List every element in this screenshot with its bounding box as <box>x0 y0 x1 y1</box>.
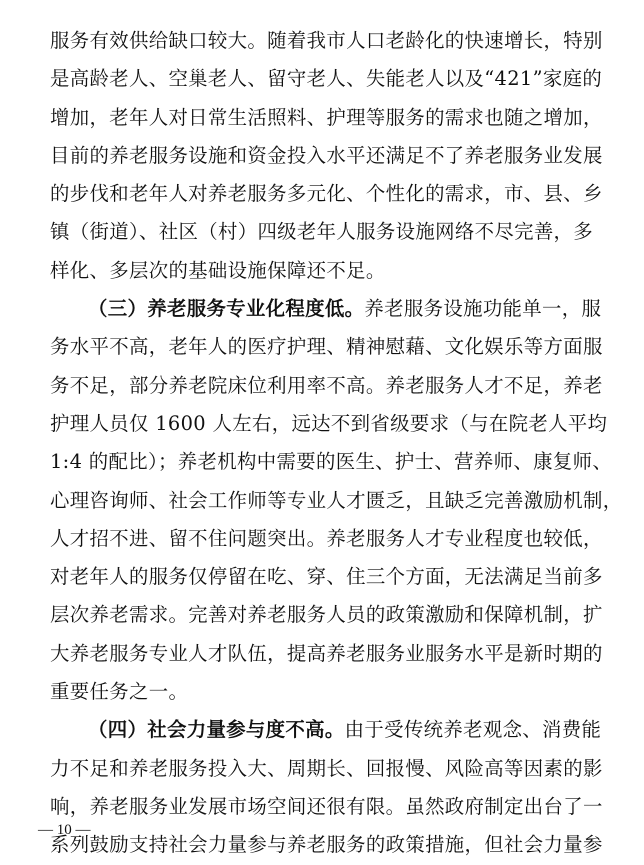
text-line <box>50 520 603 558</box>
text-line <box>50 175 603 213</box>
text-line <box>50 750 603 788</box>
line-text: 重要任务之一。 <box>50 680 189 704</box>
line-text: 是高龄老人、空巢老人、留守老人、失能老人以及“421”家庭的 <box>50 67 603 91</box>
text-line <box>50 252 590 290</box>
text-line <box>50 367 603 405</box>
line-text: 镇（街道）、社区（村）四级老年人服务设施网络不尽完善，多 <box>50 220 594 244</box>
section-3-line <box>50 290 602 328</box>
line-text: 心理咨询师、社会工作师等专业人才匮乏，且缺乏完善激励机制， <box>50 488 623 512</box>
line-text: 的步伐和老年人对养老服务多元化、个性化的需求，市、县、乡 <box>50 182 603 206</box>
text-line <box>50 99 603 137</box>
text-line <box>50 60 603 98</box>
text-line <box>50 482 623 520</box>
line-text: 力不足和养老服务投入大、周期长、回报慢、风险高等因素的影 <box>50 756 603 780</box>
section-3-heading: （三）养老服务专业化程度低。 <box>88 297 365 321</box>
line-text: 护理人员仅 1600 人左右，远达不到省级要求（与在院老人平均 <box>50 411 608 435</box>
line-text: 务水平不高，老年人的医疗护理、精神慰藉、文化娱乐等方面服 <box>50 335 603 359</box>
line-text: 响，养老服务业发展市场空间还很有限。虽然政府制定出台了一 <box>50 794 603 818</box>
section-4-heading: （四）社会力量参与度不高。 <box>88 718 345 742</box>
text-line <box>50 405 608 443</box>
line-text: 由于受传统养老观念、消费能 <box>344 718 602 742</box>
line-text: 系列鼓励支持社会力量参与养老服务的政策措施，但社会力量参 <box>50 833 603 857</box>
text-line <box>50 328 603 366</box>
line-text: 1:4 的配比）；养老机构中需要的医生、护士、营养师、康复师、 <box>50 450 613 474</box>
line-text: 服务有效供给缺口较大。随着我市人口老龄化的快速增长，特别 <box>50 29 603 52</box>
line-text: 对老年人的服务仅停留在吃、穿、住三个方面，无法满足当前多 <box>50 565 603 589</box>
line-text: 人才招不进、留不住问题突出。养老服务人才专业程度也较低， <box>50 526 603 550</box>
text-line <box>50 443 613 481</box>
text-line <box>50 596 603 634</box>
text-line <box>50 673 590 711</box>
line-text: 样化、多层次的基础设施保障还不足。 <box>50 258 386 282</box>
text-line <box>50 788 603 826</box>
text-line <box>50 213 594 251</box>
page-number: — 10 — <box>38 822 91 838</box>
text-line <box>50 22 603 60</box>
text-line <box>50 137 603 175</box>
text-line <box>50 635 603 673</box>
line-text: 务不足，部分养老院床位利用率不高。养老服务人才不足，养老 <box>50 373 603 397</box>
line-text: 大养老服务专业人才队伍，提高养老服务业服务水平是新时期的 <box>50 641 603 665</box>
line-text: 目前的养老服务设施和资金投入水平还满足不了养老服务业发展 <box>50 143 603 167</box>
document-body <box>50 22 623 865</box>
line-text: 层次养老需求。完善对养老服务人员的政策激励和保障机制，扩 <box>50 603 603 627</box>
line-text: 增加，老年人对日常生活照料、护理等服务的需求也随之增加， <box>50 105 603 129</box>
section-4-line <box>50 711 602 749</box>
text-line <box>50 826 603 864</box>
text-line <box>50 558 603 596</box>
line-text: 养老服务设施功能单一，服 <box>364 297 602 321</box>
